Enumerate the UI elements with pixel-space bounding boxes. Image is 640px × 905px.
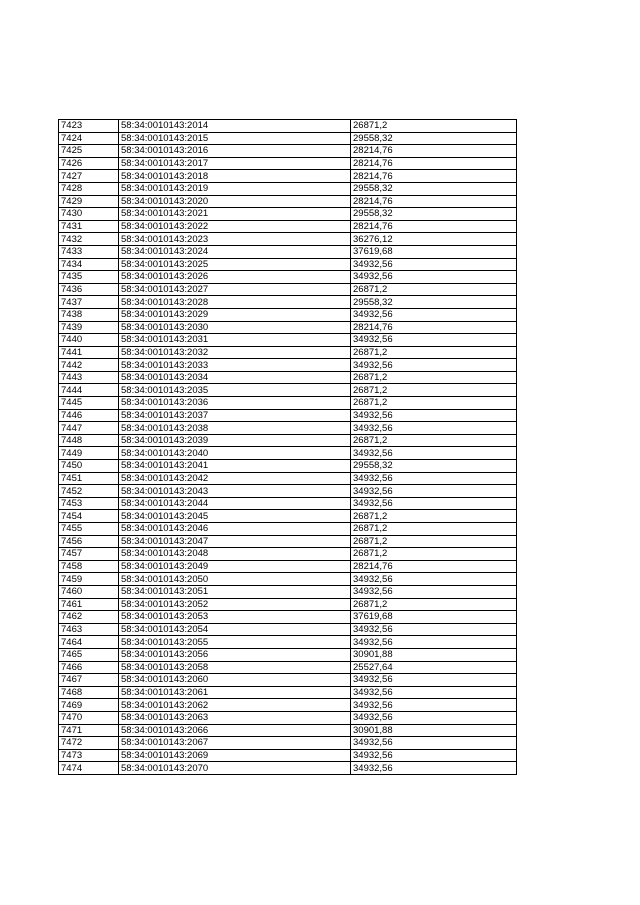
row-number-cell: 7474: [59, 762, 119, 775]
value-cell: 34932,56: [351, 762, 517, 775]
row-number-cell: 7467: [59, 674, 119, 687]
value-cell: 29558,32: [351, 182, 517, 195]
table-row: [59, 460, 517, 473]
row-number-cell: 7443: [59, 371, 119, 384]
row-number-cell: 7457: [59, 548, 119, 561]
row-number-cell: 7423: [59, 120, 119, 133]
value-cell: 34932,56: [351, 271, 517, 284]
table-row: [59, 346, 517, 359]
value-cell: 34932,56: [351, 737, 517, 750]
row-number-cell: 7425: [59, 145, 119, 158]
value-cell: 30901,88: [351, 724, 517, 737]
cadastral-number-cell: 58:34:0010143:2034: [119, 371, 351, 384]
cadastral-number-cell: 58:34:0010143:2049: [119, 560, 351, 573]
value-cell: 26871,2: [351, 535, 517, 548]
value-cell: 36276,12: [351, 233, 517, 246]
cadastral-number-cell: 58:34:0010143:2019: [119, 182, 351, 195]
value-cell: 34932,56: [351, 749, 517, 762]
table-row: [59, 674, 517, 687]
table-row: [59, 359, 517, 372]
row-number-cell: 7435: [59, 271, 119, 284]
cadastral-number-cell: 58:34:0010143:2048: [119, 548, 351, 561]
row-number-cell: 7450: [59, 460, 119, 473]
value-cell: 34932,56: [351, 711, 517, 724]
cadastral-number-cell: 58:34:0010143:2051: [119, 585, 351, 598]
row-number-cell: 7471: [59, 724, 119, 737]
table-row: [59, 208, 517, 221]
cadastral-number-cell: 58:34:0010143:2060: [119, 674, 351, 687]
table-row: [59, 661, 517, 674]
row-number-cell: 7433: [59, 245, 119, 258]
cadastral-number-cell: 58:34:0010143:2037: [119, 409, 351, 422]
table-row: [59, 422, 517, 435]
cadastral-number-cell: 58:34:0010143:2016: [119, 145, 351, 158]
row-number-cell: 7459: [59, 573, 119, 586]
row-number-cell: 7437: [59, 296, 119, 309]
table-row: [59, 334, 517, 347]
value-cell: 28214,76: [351, 321, 517, 334]
table-row: [59, 598, 517, 611]
value-cell: 34932,56: [351, 334, 517, 347]
table-row: [59, 283, 517, 296]
cadastral-number-cell: 58:34:0010143:2044: [119, 497, 351, 510]
table-row: [59, 548, 517, 561]
cadastral-number-cell: 58:34:0010143:2032: [119, 346, 351, 359]
row-number-cell: 7431: [59, 220, 119, 233]
cadastral-number-cell: 58:34:0010143:2039: [119, 434, 351, 447]
table-row: [59, 585, 517, 598]
row-number-cell: 7426: [59, 157, 119, 170]
cadastral-number-cell: 58:34:0010143:2015: [119, 132, 351, 145]
cadastral-number-cell: 58:34:0010143:2025: [119, 258, 351, 271]
value-cell: 28214,76: [351, 220, 517, 233]
cadastral-number-cell: 58:34:0010143:2053: [119, 611, 351, 624]
table-row: [59, 220, 517, 233]
table-row: [59, 636, 517, 649]
row-number-cell: 7466: [59, 661, 119, 674]
row-number-cell: 7449: [59, 447, 119, 460]
row-number-cell: 7451: [59, 472, 119, 485]
cadastral-number-cell: 58:34:0010143:2046: [119, 523, 351, 536]
table-row: [59, 485, 517, 498]
value-cell: 26871,2: [351, 346, 517, 359]
value-cell: 26871,2: [351, 598, 517, 611]
table-row: [59, 120, 517, 133]
table-row: [59, 145, 517, 158]
table-row: [59, 182, 517, 195]
value-cell: 34932,56: [351, 409, 517, 422]
cadastral-number-cell: 58:34:0010143:2047: [119, 535, 351, 548]
row-number-cell: 7456: [59, 535, 119, 548]
row-number-cell: 7468: [59, 686, 119, 699]
value-cell: 34932,56: [351, 573, 517, 586]
row-number-cell: 7440: [59, 334, 119, 347]
row-number-cell: 7469: [59, 699, 119, 712]
row-number-cell: 7438: [59, 308, 119, 321]
cadastral-number-cell: 58:34:0010143:2030: [119, 321, 351, 334]
table-row: [59, 699, 517, 712]
table-row: [59, 371, 517, 384]
cadastral-number-cell: 58:34:0010143:2028: [119, 296, 351, 309]
value-cell: 25527,64: [351, 661, 517, 674]
value-cell: 34932,56: [351, 447, 517, 460]
row-number-cell: 7460: [59, 585, 119, 598]
cadastral-number-cell: 58:34:0010143:2056: [119, 648, 351, 661]
value-cell: 28214,76: [351, 170, 517, 183]
row-number-cell: 7448: [59, 434, 119, 447]
value-cell: 28214,76: [351, 145, 517, 158]
table-row: [59, 573, 517, 586]
table-row: [59, 623, 517, 636]
row-number-cell: 7442: [59, 359, 119, 372]
cadastral-number-cell: 58:34:0010143:2035: [119, 384, 351, 397]
cadastral-number-cell: 58:34:0010143:2040: [119, 447, 351, 460]
value-cell: 26871,2: [351, 434, 517, 447]
cadastral-number-cell: 58:34:0010143:2033: [119, 359, 351, 372]
value-cell: 37619,68: [351, 245, 517, 258]
row-number-cell: 7434: [59, 258, 119, 271]
value-cell: 34932,56: [351, 636, 517, 649]
cadastral-number-cell: 58:34:0010143:2058: [119, 661, 351, 674]
row-number-cell: 7430: [59, 208, 119, 221]
row-number-cell: 7454: [59, 510, 119, 523]
table-row: [59, 384, 517, 397]
row-number-cell: 7436: [59, 283, 119, 296]
value-cell: 37619,68: [351, 611, 517, 624]
value-cell: 28214,76: [351, 195, 517, 208]
value-cell: 34932,56: [351, 308, 517, 321]
table-row: [59, 648, 517, 661]
table-row: [59, 157, 517, 170]
cadastral-number-cell: 58:34:0010143:2066: [119, 724, 351, 737]
value-cell: 28214,76: [351, 560, 517, 573]
value-cell: 34932,56: [351, 686, 517, 699]
cadastral-number-cell: 58:34:0010143:2038: [119, 422, 351, 435]
value-cell: 34932,56: [351, 674, 517, 687]
table-row: [59, 434, 517, 447]
table-row: [59, 560, 517, 573]
cadastral-number-cell: 58:34:0010143:2050: [119, 573, 351, 586]
row-number-cell: 7432: [59, 233, 119, 246]
table-row: [59, 762, 517, 775]
value-cell: 34932,56: [351, 623, 517, 636]
table-row: [59, 409, 517, 422]
row-number-cell: 7427: [59, 170, 119, 183]
row-number-cell: 7424: [59, 132, 119, 145]
value-cell: 34932,56: [351, 497, 517, 510]
value-cell: 26871,2: [351, 523, 517, 536]
cadastral-number-cell: 58:34:0010143:2063: [119, 711, 351, 724]
table-row: [59, 397, 517, 410]
row-number-cell: 7463: [59, 623, 119, 636]
row-number-cell: 7452: [59, 485, 119, 498]
row-number-cell: 7473: [59, 749, 119, 762]
cadastral-number-cell: 58:34:0010143:2062: [119, 699, 351, 712]
table-row: [59, 686, 517, 699]
table-row: [59, 711, 517, 724]
value-cell: 29558,32: [351, 460, 517, 473]
table-row: [59, 497, 517, 510]
table-row: [59, 195, 517, 208]
value-cell: 26871,2: [351, 371, 517, 384]
row-number-cell: 7470: [59, 711, 119, 724]
row-number-cell: 7461: [59, 598, 119, 611]
row-number-cell: 7428: [59, 182, 119, 195]
value-cell: 29558,32: [351, 132, 517, 145]
table-body: [59, 120, 517, 775]
cadastral-number-cell: 58:34:0010143:2024: [119, 245, 351, 258]
value-cell: 34932,56: [351, 472, 517, 485]
value-cell: 34932,56: [351, 258, 517, 271]
cadastral-number-cell: 58:34:0010143:2017: [119, 157, 351, 170]
cadastral-number-cell: 58:34:0010143:2054: [119, 623, 351, 636]
row-number-cell: 7446: [59, 409, 119, 422]
cadastral-number-cell: 58:34:0010143:2055: [119, 636, 351, 649]
cadastral-number-cell: 58:34:0010143:2018: [119, 170, 351, 183]
value-cell: 34932,56: [351, 359, 517, 372]
value-cell: 34932,56: [351, 699, 517, 712]
cadastral-number-cell: 58:34:0010143:2029: [119, 308, 351, 321]
row-number-cell: 7453: [59, 497, 119, 510]
cadastral-number-cell: 58:34:0010143:2031: [119, 334, 351, 347]
row-number-cell: 7455: [59, 523, 119, 536]
table-row: [59, 132, 517, 145]
row-number-cell: 7445: [59, 397, 119, 410]
table-row: [59, 724, 517, 737]
value-cell: 26871,2: [351, 510, 517, 523]
data-table: [58, 119, 517, 775]
cadastral-number-cell: 58:34:0010143:2014: [119, 120, 351, 133]
value-cell: 26871,2: [351, 397, 517, 410]
table-row: [59, 321, 517, 334]
cadastral-number-cell: 58:34:0010143:2045: [119, 510, 351, 523]
cadastral-number-cell: 58:34:0010143:2026: [119, 271, 351, 284]
table-row: [59, 233, 517, 246]
value-cell: 26871,2: [351, 548, 517, 561]
value-cell: 30901,88: [351, 648, 517, 661]
value-cell: 28214,76: [351, 157, 517, 170]
table-row: [59, 523, 517, 536]
cadastral-number-cell: 58:34:0010143:2042: [119, 472, 351, 485]
table-row: [59, 535, 517, 548]
table-row: [59, 258, 517, 271]
cadastral-number-cell: 58:34:0010143:2021: [119, 208, 351, 221]
table-row: [59, 296, 517, 309]
cadastral-number-cell: 58:34:0010143:2022: [119, 220, 351, 233]
cadastral-number-cell: 58:34:0010143:2052: [119, 598, 351, 611]
cadastral-number-cell: 58:34:0010143:2043: [119, 485, 351, 498]
table-row: [59, 170, 517, 183]
table-row: [59, 510, 517, 523]
value-cell: 26871,2: [351, 120, 517, 133]
value-cell: 26871,2: [351, 384, 517, 397]
value-cell: 26871,2: [351, 283, 517, 296]
table-row: [59, 611, 517, 624]
row-number-cell: 7439: [59, 321, 119, 334]
table-row: [59, 447, 517, 460]
table-row: [59, 749, 517, 762]
cadastral-number-cell: 58:34:0010143:2070: [119, 762, 351, 775]
value-cell: 29558,32: [351, 208, 517, 221]
row-number-cell: 7441: [59, 346, 119, 359]
cadastral-number-cell: 58:34:0010143:2041: [119, 460, 351, 473]
cadastral-number-cell: 58:34:0010143:2036: [119, 397, 351, 410]
table-row: [59, 271, 517, 284]
row-number-cell: 7464: [59, 636, 119, 649]
row-number-cell: 7458: [59, 560, 119, 573]
cadastral-number-cell: 58:34:0010143:2067: [119, 737, 351, 750]
cadastral-number-cell: 58:34:0010143:2061: [119, 686, 351, 699]
row-number-cell: 7444: [59, 384, 119, 397]
row-number-cell: 7447: [59, 422, 119, 435]
row-number-cell: 7472: [59, 737, 119, 750]
table-row: [59, 308, 517, 321]
cadastral-number-cell: 58:34:0010143:2020: [119, 195, 351, 208]
row-number-cell: 7462: [59, 611, 119, 624]
cadastral-number-cell: 58:34:0010143:2027: [119, 283, 351, 296]
cadastral-number-cell: 58:34:0010143:2023: [119, 233, 351, 246]
value-cell: 29558,32: [351, 296, 517, 309]
value-cell: 34932,56: [351, 422, 517, 435]
row-number-cell: 7465: [59, 648, 119, 661]
table-row: [59, 472, 517, 485]
value-cell: 34932,56: [351, 485, 517, 498]
row-number-cell: 7429: [59, 195, 119, 208]
table-row: [59, 737, 517, 750]
table-row: [59, 245, 517, 258]
value-cell: 34932,56: [351, 585, 517, 598]
cadastral-number-cell: 58:34:0010143:2069: [119, 749, 351, 762]
